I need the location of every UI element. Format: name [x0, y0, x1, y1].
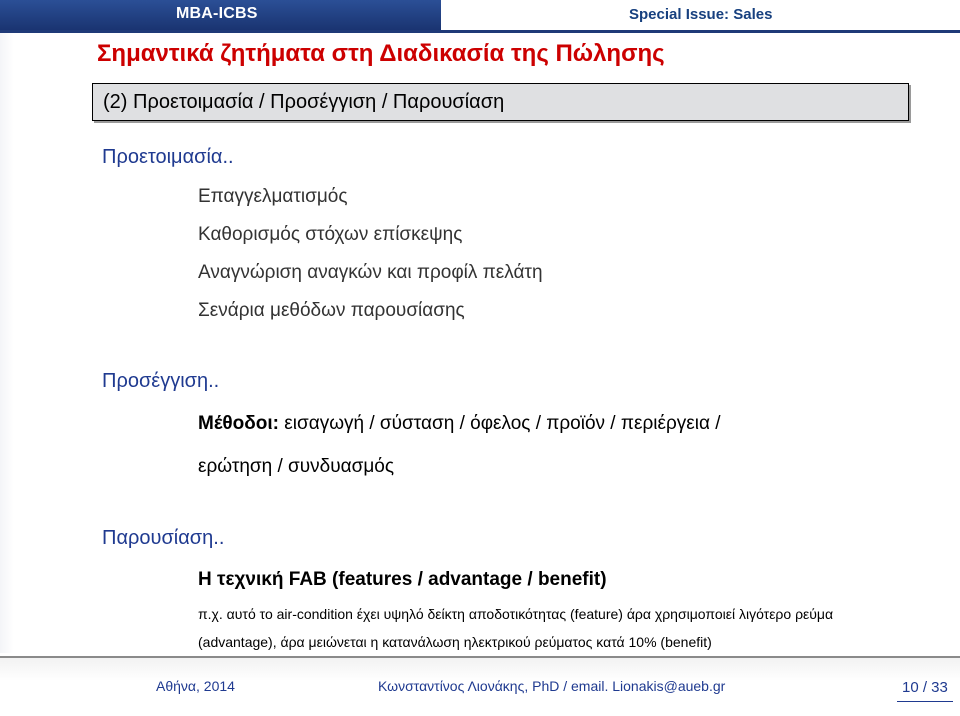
header-issue-area: [441, 0, 960, 30]
page-number: 10 / 33: [902, 679, 948, 696]
fab-example-line1: π.χ. αυτό το air-condition έχει υψηλό δείκτη αποδοτικότητας (feature) άρα χρησιμοποιεί λιγότερο ρεύμα: [198, 606, 834, 622]
left-margin-strip: [0, 33, 14, 653]
methods-label: Μέθοδοι:: [198, 413, 280, 434]
issue-label: Special Issue: Sales: [629, 6, 773, 23]
methods-list-part2: ερώτηση / συνδυασμός: [198, 456, 395, 477]
fab-technique: Η τεχνική FAB (features / advantage / benefit): [198, 569, 607, 590]
page-number-underline: [897, 701, 953, 702]
footer-author: Κωνσταντίνος Λιονάκης, PhD / email. Lionakis@aueb.gr: [378, 678, 726, 694]
subtitle-text: (2) Προετοιμασία / Προσέγγιση / Παρουσίαση: [103, 91, 505, 113]
section-heading-approach: Προσέγγιση..: [102, 370, 220, 392]
approach-methods-line: [198, 413, 721, 435]
subtitle-box: [92, 83, 909, 121]
section-heading-presentation: Παρουσίαση..: [102, 527, 225, 549]
footer-place-date: Αθήνα, 2014: [156, 678, 235, 694]
methods-list-part1: εισαγωγή / σύσταση / όφελος / προϊόν / περιέργεια /: [284, 413, 721, 434]
section-heading-preparation: Προετοιμασία..: [102, 146, 234, 168]
header-brand-bar: [0, 0, 441, 30]
brand-label: MBA-ICBS: [176, 5, 258, 22]
fab-example-line2: (advantage), άρα μειώνεται η κατανάλωση ηλεκτρικού ρεύματος κατά 10% (benefit): [198, 634, 712, 650]
page-title: Σημαντικά ζητήματα στη Διαδικασία της Πώλησης: [97, 40, 665, 67]
header-divider: [0, 30, 960, 33]
preparation-item: Καθορισμός στόχων επίσκεψης: [198, 224, 463, 245]
preparation-item: Αναγνώριση αναγκών και προφίλ πελάτη: [198, 262, 543, 283]
preparation-item: Σενάρια μεθόδων παρουσίασης: [198, 300, 465, 321]
preparation-item: Επαγγελματισμός: [198, 186, 348, 207]
